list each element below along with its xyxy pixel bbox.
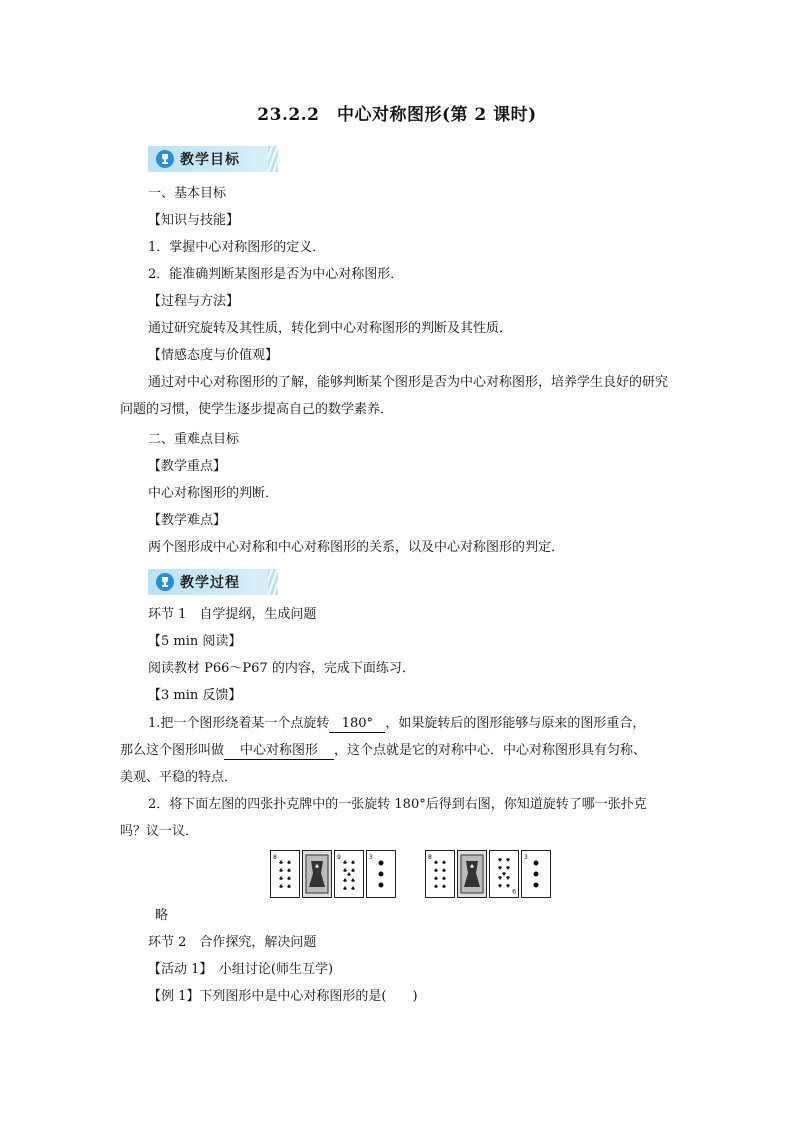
focus-text: 中心对称图形的判断．: [148, 486, 279, 501]
q1-answer-blank-2: 中心对称图形: [224, 743, 334, 760]
activity-1-heading: 【活动 1】 小组讨论(师生互学): [148, 962, 334, 977]
playing-card-jack: [457, 850, 487, 898]
example-1: 【例 1】下列图形中是中心对称图形的是( ): [148, 989, 418, 1004]
cards-right-group: [425, 850, 555, 898]
key-goal-heading: 二、重难点目标: [148, 432, 240, 447]
playing-card-spade-9-rotated: [489, 850, 519, 898]
step1-heading: 环节 1 自学提纲，生成问题: [148, 607, 317, 622]
answer-omitted: 略: [155, 908, 169, 923]
feedback-heading: 【3 min 反馈】: [148, 688, 242, 703]
question-1-line-1: [148, 715, 645, 733]
read-text: 阅读教材 P66～P67 的内容，完成下面练习．: [148, 661, 415, 676]
page-title: 23.2.2 中心对称图形(第 2 课时): [257, 105, 537, 125]
question-2-line-1: 2．将下面左图的四张扑克牌中的一张旋转 180°后得到右图，你知道旋转了哪一张扑克: [148, 797, 647, 812]
step2-heading: 环节 2 合作探究，解决问题: [148, 935, 317, 950]
question-1-line-3: 美观、平稳的特点．: [120, 770, 238, 785]
playing-card-club-3: [366, 850, 396, 898]
banner-label-goals: 教学目标: [180, 152, 240, 168]
process-method-text: 通过研究旋转及其性质，转化到中心对称图形的判断及其性质．: [148, 321, 513, 336]
playing-card-spade-8: [425, 850, 455, 898]
attitude-heading: 【情感态度与价值观】: [148, 348, 279, 363]
svg-text:8: 8: [428, 854, 432, 861]
svg-text:9: 9: [337, 854, 341, 861]
q1-answer-blank-1: 180°: [329, 716, 385, 733]
playing-card-spade-9: [334, 850, 364, 898]
knowledge-item-1: 1．掌握中心对称图形的定义．: [148, 240, 326, 255]
playing-card-jack: [302, 850, 332, 898]
basic-goal-heading: 一、基本目标: [148, 186, 227, 201]
section-banner-process: [148, 569, 268, 595]
cards-left-group: [270, 850, 400, 898]
attitude-text: 通过对中心对称图形的了解，能够判断某个图形是否为中心对称图形，培养学生良好的研究问题的习惯，使学生逐步提高自己的数学素养．: [120, 375, 669, 417]
trophy-icon: [156, 573, 174, 591]
process-method-heading: 【过程与方法】: [148, 294, 240, 309]
banner-label-process: 教学过程: [180, 575, 240, 591]
q1-text-4: ，这个点就是它的对称中心．中心对称图形具有匀称、: [334, 743, 647, 758]
difficulty-text: 两个图形成中心对称和中心对称图形的关系，以及中心对称图形的判定．: [148, 540, 565, 555]
svg-text:3: 3: [369, 854, 373, 861]
difficulty-heading: 【教学难点】: [148, 513, 227, 528]
question-2-line-2: 吗？议一议．: [120, 824, 199, 839]
read-heading: 【5 min 阅读】: [148, 634, 242, 649]
knowledge-item-2: 2．能准确判断某图形是否为中心对称图形．: [148, 267, 404, 282]
question-1-line-2: [120, 742, 646, 760]
q1-text-3: 那么这个图形叫做: [120, 743, 225, 758]
playing-card-spade-8: [270, 850, 300, 898]
focus-heading: 【教学重点】: [148, 459, 227, 474]
trophy-icon: [156, 150, 174, 168]
svg-text:8: 8: [273, 854, 277, 861]
q1-text-2: ，如果旋转后的图形能够与原来的图形重合，: [385, 716, 646, 731]
q1-text-1: 1.把一个图形绕着某一个点旋转: [148, 716, 330, 731]
knowledge-heading: 【知识与技能】: [148, 213, 240, 228]
playing-card-club-3: [521, 850, 551, 898]
svg-text:3: 3: [524, 854, 528, 861]
svg-text:9: 9: [512, 887, 516, 894]
section-banner-goals: [148, 146, 268, 172]
